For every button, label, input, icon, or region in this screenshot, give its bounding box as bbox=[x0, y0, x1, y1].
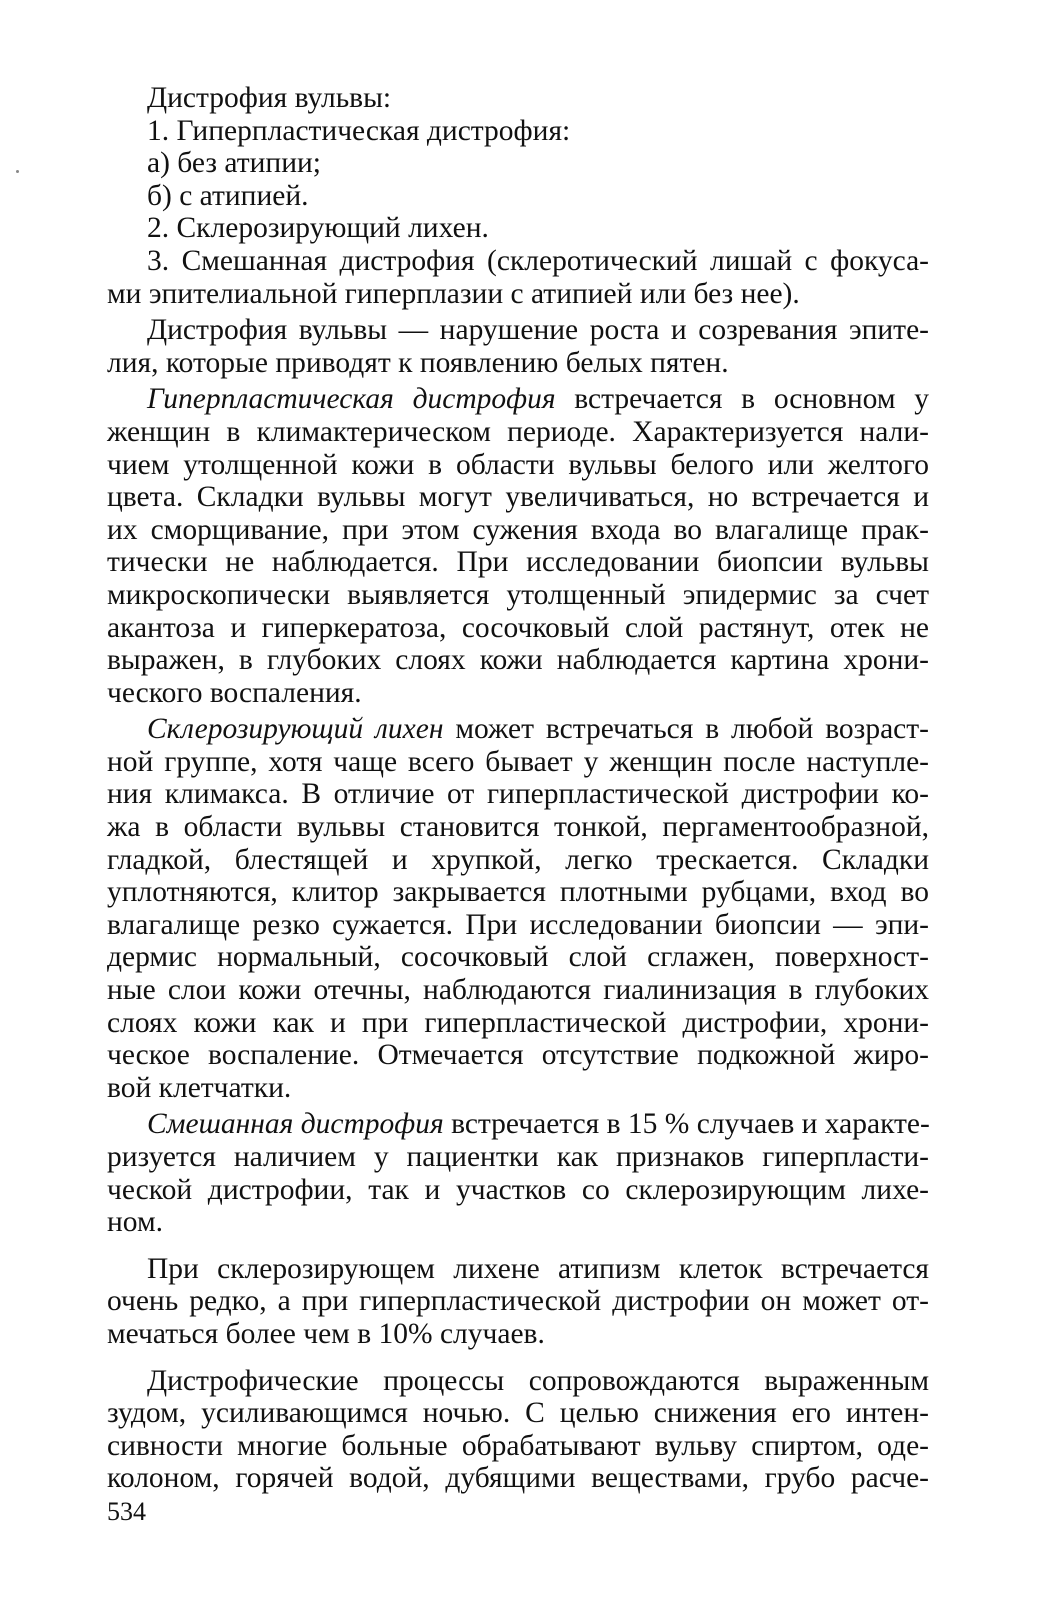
page-number: 534 bbox=[107, 1497, 146, 1526]
paragraph-line: их сморщивание, при этом сужения входа во влагалище прак- bbox=[107, 513, 929, 546]
paragraph-line: дермис нормальный, сосочковый слой сглажен, поверхност- bbox=[107, 941, 929, 974]
paragraph-line: влагалище резко сужается. При исследовании биопсии — эпи- bbox=[107, 908, 929, 941]
section-title: Дистрофия вульвы: bbox=[147, 82, 392, 114]
list-item-continuation: ми эпителиальной гиперплазии с атипией или без нее). bbox=[107, 277, 800, 310]
italic-term: Гиперпластическая дистрофия bbox=[147, 383, 556, 416]
page-body bbox=[107, 82, 929, 1495]
paragraph-line: При склерозирующем лихене атипизм клеток встречается bbox=[147, 1252, 929, 1285]
paragraph-line: Склерозирующий лихен может встречаться в любой возраст- bbox=[147, 713, 929, 746]
paragraph-line: гладкой, блестящей и хрупкой, легко трескается. Складки bbox=[107, 843, 929, 876]
list-item: 2. Склерозирующий лихен. bbox=[147, 212, 489, 245]
paragraph-line: акантоза и гиперкератоза, сосочковый слой растянут, отек не bbox=[107, 611, 929, 644]
paragraph-line: ные слои кожи отечны, наблюдаются гиалинизация в глубоких bbox=[107, 974, 929, 1007]
paragraph-line: слоях кожи как и при гиперпластической дистрофии, хрони- bbox=[107, 1006, 929, 1039]
paragraph-line: сивности многие больные обрабатывают вульву спиртом, оде- bbox=[107, 1429, 929, 1462]
paragraph-line: зудом, усиливающимся ночью. С целью снижения его интен- bbox=[107, 1397, 929, 1430]
paragraph-line: ной группе, хотя чаще всего бывает у женщин после наступле- bbox=[107, 745, 929, 778]
paragraph-line: цвета. Складки вульвы могут увеличиваться, но встречается и bbox=[107, 481, 929, 514]
paragraph-line: тически не наблюдается. При исследовании биопсии вульвы bbox=[107, 546, 929, 579]
paragraph-line: ческой дистрофии, так и участков со склерозирующим лихе- bbox=[107, 1173, 929, 1206]
paragraph-line: уплотняются, клитор закрывается плотными рубцами, вход во bbox=[107, 876, 929, 909]
paragraph-line: вой клетчатки. bbox=[107, 1071, 292, 1104]
paragraph-line: выражен, в глубоких слоях кожи наблюдается картина хрони- bbox=[107, 644, 929, 677]
list-item: 3. Смешанная дистрофия (склеротический лишай с фокуса- bbox=[147, 244, 929, 277]
paragraph-line: лия, которые приводят к появлению белых пятен. bbox=[107, 346, 729, 379]
paragraph-line: микроскопически выявляется утолщенный эпидермис за счет bbox=[107, 578, 929, 611]
paragraph-line: ческого воспаления. bbox=[107, 676, 362, 709]
paragraph-line: очень редко, а при гиперпластической дистрофии он может от- bbox=[107, 1285, 929, 1318]
italic-term: Смешанная дистрофия bbox=[147, 1108, 444, 1141]
paragraph-line: Дистрофия вульвы — нарушение роста и созревания эпите- bbox=[147, 314, 929, 347]
paragraph-line: ческое воспаление. Отмечается отсутствие подкожной жиро- bbox=[107, 1039, 929, 1072]
paragraph-line: колоном, горячей водой, дубящими веществами, грубо расче- bbox=[107, 1462, 929, 1495]
list-item: 1. Гиперпластическая дистрофия: bbox=[147, 114, 571, 147]
scan-speck bbox=[16, 170, 19, 173]
paragraph-line: Гиперпластическая дистрофия встречается в основном у bbox=[147, 383, 929, 416]
list-subitem: б) с атипией. bbox=[147, 179, 309, 212]
paragraph-line: ризуется наличием у пациентки как признаков гиперпласти- bbox=[107, 1141, 929, 1173]
paragraph-line: ном. bbox=[107, 1206, 164, 1239]
paragraph-line: жа в области вульвы становится тонкой, пергаментообразной, bbox=[107, 811, 929, 844]
paragraph-line: Дистрофические процессы сопровождаются выраженным bbox=[147, 1364, 929, 1397]
paragraph-line: чием утолщенной кожи в области вульвы белого или желтого bbox=[107, 448, 929, 481]
paragraph-line: ния климакса. В отличие от гиперпластической дистрофии ко- bbox=[107, 778, 929, 811]
paragraph-line: мечаться более чем в 10% случаев. bbox=[107, 1317, 545, 1350]
paragraph-line: Смешанная дистрофия встречается в 15 % случаев и характе- bbox=[147, 1108, 930, 1141]
list-subitem: а) без атипии; bbox=[147, 147, 321, 180]
paragraph-line: женщин в климактерическом периоде. Характеризуется нали- bbox=[107, 415, 929, 448]
italic-term: Склерозирующий лихен bbox=[147, 713, 444, 746]
